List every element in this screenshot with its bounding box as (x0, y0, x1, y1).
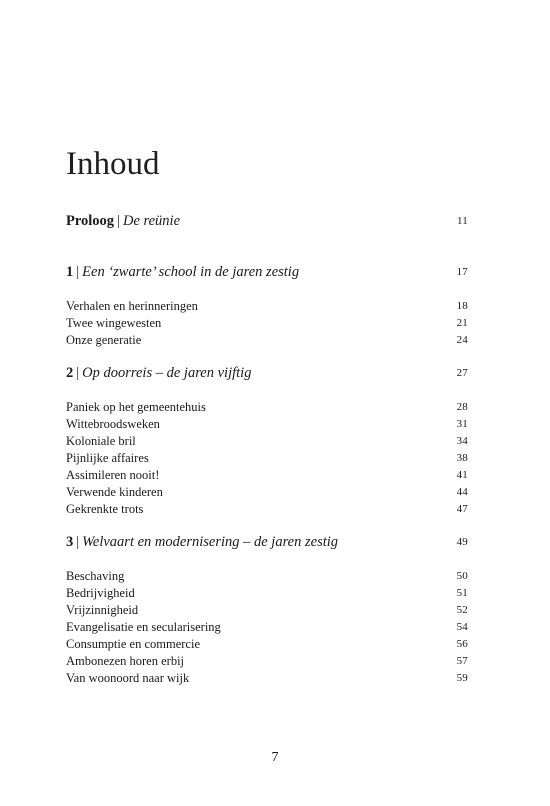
page-number: 7 (271, 750, 279, 765)
toc-section[interactable]: Bedrijvigheid 51 (66, 586, 468, 600)
toc-section[interactable]: Verhalen en herinneringen 18 (66, 299, 468, 313)
toc-section[interactable]: Onze generatie 24 (66, 333, 468, 347)
toc-section[interactable]: Ambonezen horen erbij 57 (66, 654, 468, 668)
toc-section[interactable]: Koloniale bril 34 (66, 434, 468, 448)
toc-section[interactable]: Vrijzinnigheid 52 (66, 603, 468, 617)
toc-section[interactable]: Assimileren nooit! 41 (66, 468, 468, 482)
toc-entry-label: 3 | Welvaart en modernisering – de jaren zestig (66, 534, 339, 550)
toc-chapter-3[interactable] (66, 532, 468, 552)
toc-section[interactable]: Verwende kinderen 44 (66, 485, 468, 499)
page-title: Inhoud (66, 146, 160, 182)
toc-chapter-1[interactable] (66, 262, 468, 282)
toc-section[interactable]: Gekrenkte trots 47 (66, 502, 468, 516)
toc-page-number: 11 (457, 215, 468, 227)
toc-section[interactable]: Van woonoord naar wijk 59 (66, 671, 468, 685)
toc-section[interactable]: Consumptie en commercie 56 (66, 637, 468, 651)
toc-chapter-2[interactable] (66, 363, 468, 383)
toc-section[interactable]: Wittebroodsweken 31 (66, 417, 468, 431)
toc-section[interactable]: Beschaving 50 (66, 569, 468, 583)
toc-entry-label: 2 | Op doorreis – de jaren vijftig (66, 365, 252, 381)
toc-section[interactable]: Paniek op het gemeentehuis 28 (66, 400, 468, 414)
toc-entry-label: Proloog | De reünie (66, 213, 181, 229)
toc-page-number: 17 (456, 266, 468, 278)
toc-section[interactable]: Pijnlijke affaires 38 (66, 451, 468, 465)
toc-entry-label: 1 | Een ‘zwarte’ school in de jaren zestig (66, 264, 300, 280)
toc-section[interactable]: Evangelisatie en secularisering 54 (66, 620, 468, 634)
toc-section[interactable]: Twee wingewesten 21 (66, 316, 468, 330)
toc-page-number: 27 (456, 367, 468, 379)
toc-page-number: 49 (456, 536, 468, 548)
toc-entry-proloog[interactable] (66, 211, 468, 231)
